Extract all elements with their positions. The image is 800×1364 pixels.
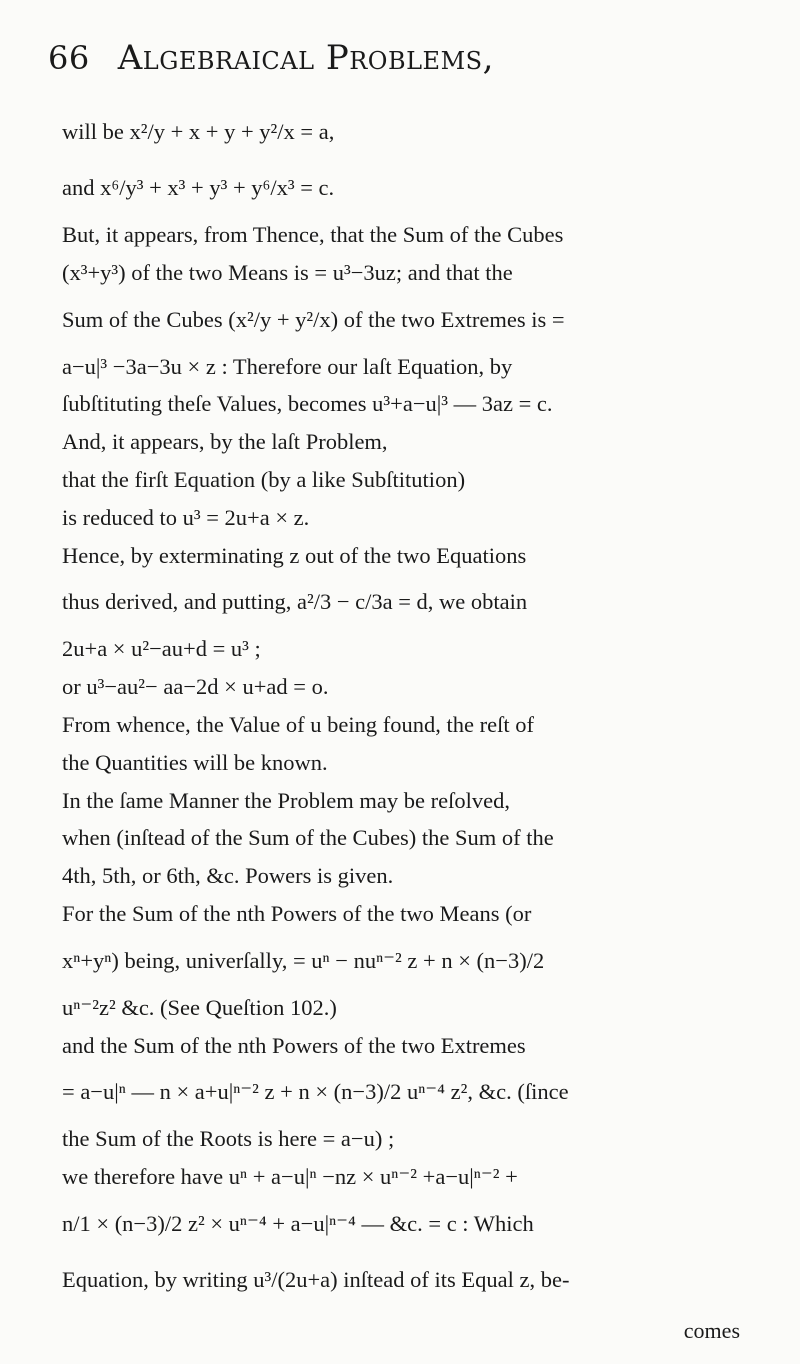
text-line: 4th, 5th, or 6th, &c. Powers is given. xyxy=(62,863,394,889)
text-line: In the ſame Manner the Problem may be reſolved, xyxy=(62,787,510,813)
text-line: the Sum of the Roots is here = a−u) ; xyxy=(62,1126,395,1152)
text-line: And, it appears, by the laſt Problem, xyxy=(62,429,388,455)
text-line: is reduced to u³ = 2u+a × z. xyxy=(62,504,310,530)
text-body xyxy=(62,104,742,1350)
text-line: Hence, by exterminating z out of the two Equations xyxy=(62,542,527,568)
text-line: ſubſtituting theſe Values, becomes u³+a−u|³ — 3az = c. xyxy=(62,391,553,417)
text-line: (x³+y³) of the two Means is = u³−3uz; and that the xyxy=(62,259,513,285)
text-line: uⁿ⁻²z² &c. (See Queſtion 102.) xyxy=(62,994,337,1020)
text-line: 2u+a × u²−au+d = u³ ; xyxy=(62,636,261,662)
text-line: will be x²/y + x + y + y²/x = a, xyxy=(62,119,335,144)
text-line: But, it appears, from Thence, that the Sum of the Cubes xyxy=(62,222,564,247)
running-head: Algebraical Problems, xyxy=(117,38,494,78)
page-number: 66 xyxy=(48,39,90,77)
text-line: xⁿ+yⁿ) being, univerſally, = uⁿ − nuⁿ⁻² z + n × (n−3)/2 xyxy=(62,947,545,973)
text-line: Equation, by writing u³/(2u+a) inſtead of its Equal z, be- xyxy=(62,1266,570,1292)
text-line: when (inſtead of the Sum of the Cubes) the Sum of the xyxy=(62,825,554,851)
catchword: comes xyxy=(683,1317,740,1343)
text-line: n/1 × (n−3)/2 z² × uⁿ⁻⁴ + a−u|ⁿ⁻⁴ — &c. = c : Which xyxy=(62,1210,534,1236)
text-line: Sum of the Cubes (x²/y + y²/x) of the two Extremes is = xyxy=(62,306,565,332)
text-line: and x⁶/y³ + x³ + y³ + y⁶/x³ = c. xyxy=(62,175,335,200)
text-line: = a−u|ⁿ — n × a+u|ⁿ⁻² z + n × (n−3)/2 uⁿ⁻⁴ z², &c. (ſince xyxy=(62,1079,569,1105)
text-line: we therefore have uⁿ + a−u|ⁿ −nz × uⁿ⁻² +a−u|ⁿ⁻² + xyxy=(62,1164,518,1190)
text-line: a−u|³ −3a−3u × z : Therefore our laſt Equation, by xyxy=(62,353,513,379)
text-line: thus derived, and putting, a²/3 − c/3a = d, we obtain xyxy=(62,589,528,615)
page-header xyxy=(48,38,742,78)
text-line: that the firſt Equation (by a like Subſtitution) xyxy=(62,466,466,492)
text-line: From whence, the Value of u being found, the reſt of xyxy=(62,711,534,737)
text-line: For the Sum of the nth Powers of the two Means (or xyxy=(62,900,532,926)
text-line: the Quantities will be known. xyxy=(62,749,328,775)
text-line: and the Sum of the nth Powers of the two Extremes xyxy=(62,1032,526,1058)
page xyxy=(48,38,742,1350)
text-line: or u³−au²− aa−2d × u+ad = o. xyxy=(62,674,329,700)
